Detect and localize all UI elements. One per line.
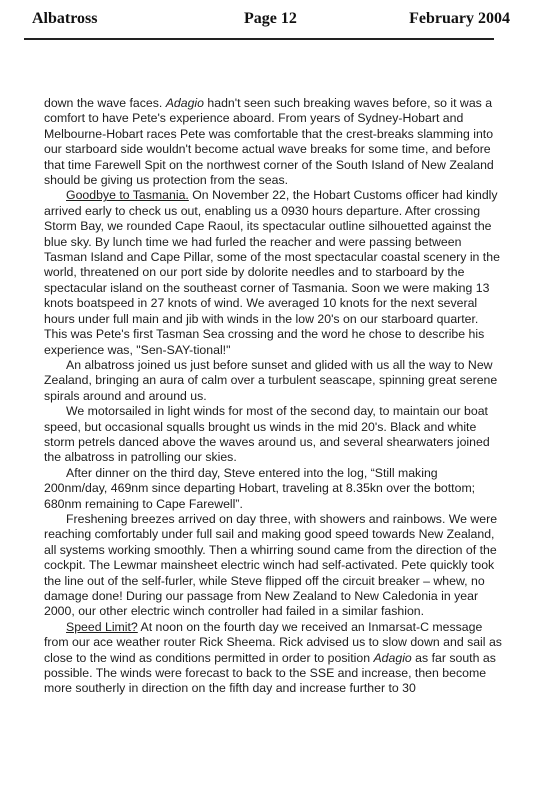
paragraph-freshening-breezes xyxy=(44,512,502,620)
paragraph-albatross xyxy=(44,358,502,404)
paragraph-text: An albatross joined us just before sunset and glided with us all the way to New Zealand, bringing an aura of calm over a turbulent seascape, spinning great serene spirals around and around us. xyxy=(44,357,498,403)
issue-date: February 2004 xyxy=(409,10,510,27)
paragraph-text: After dinner on the third day, Steve entered into the log, “Still making 200nm/day, 469nm since departing Hobart, traveling at 8.35kn over the bottom; 680nm remaining to Cape Farewell”. xyxy=(44,465,476,511)
paragraph-speed-limit xyxy=(44,620,502,697)
paragraph-text: Freshening breezes arrived on day three, with showers and rainbows. We were reaching comfortably under full sail and making good speed towards New Zealand, all systems working smoothly. Then a whirring sound came from the direction of the cockpit. The Lewmar mainsheet electric winch had self-activated. Pete quickly took the line out of the self-furler, while Steve flipped off the circuit breaker – whew, no damage done! During our passage from New Zealand to New Caledonia in year 2000, our other electric winch controller had failed in a similar fashion. xyxy=(44,511,498,619)
boat-name: Adagio xyxy=(165,96,204,110)
paragraph-text: We motorsailed in light winds for most of the second day, to maintain our boat speed, but occasional squalls brought us winds in the mid 20's. Black and white storm petrels danced above the waves around us, and several shearwaters joined the albatross in patrolling our skies. xyxy=(44,404,490,465)
article-body xyxy=(44,96,502,697)
paragraph-text: At noon on the fourth day we received an Inmarsat-C message from our ace weather router Rick Sheema. Rick advised us to slow down and sail as close to the wind as conditions permitted in order to position xyxy=(44,619,502,665)
page-number: Page 12 xyxy=(244,10,297,27)
paragraph-text: down the wave faces. xyxy=(44,96,166,110)
paragraph-text: as far south as possible. The winds were forecast to back to the SSE and increase, then become more southerly in direction on the fifth day and increase further to 30 xyxy=(44,650,496,696)
boat-name: Adagio xyxy=(373,650,412,665)
paragraph-text: hadn't seen such breaking waves before, so it was a comfort to have Pete's experience aboard. From years of Sydney-Hobart and Melbourne-Hobart races Pete was comfortable that the crest-breaks slamming into our starboard side wouldn't become actual wave breaks for some time, and before that time Farewell Spit on the northwest corner of the South Island of New Zealand should be giving us protection from the seas. xyxy=(44,96,494,188)
section-heading: Goodbye to Tasmania. xyxy=(66,188,189,203)
header-rule xyxy=(24,38,494,40)
paragraph-text: On November 22, the Hobart Customs officer had kindly arrived early to check us out, enabling us a 0930 hours departure. After crossing Storm Bay, we rounded Cape Raoul, its spectacular outline silhouetted against the blue sky. By lunch time we had furled the reacher and were passing between Tasman Island and Cape Pillar, some of the most spectacular coastal scenery in the world, threatened on our port side by dolorite needles and to starboard by the spectacular island on the southeast corner of Tasmania. Soon we were making 13 knots boatspeed in 27 knots of wind. We averaged 10 knots for the next several hours under full main and jib with winds in the low 20's on our starboard quarter. This was Pete's first Tasman Sea crossing and the word he chose to describe his experience was, "Sen-SAY-tional!" xyxy=(44,188,500,357)
paragraph-wave-faces xyxy=(44,96,502,188)
paragraph-third-day-log xyxy=(44,466,502,512)
section-heading: Speed Limit? xyxy=(66,619,138,634)
paragraph-motorsailed xyxy=(44,404,502,466)
newsletter-title: Albatross xyxy=(32,10,98,27)
paragraph-goodbye-tasmania xyxy=(44,188,502,357)
page-header xyxy=(32,10,510,32)
